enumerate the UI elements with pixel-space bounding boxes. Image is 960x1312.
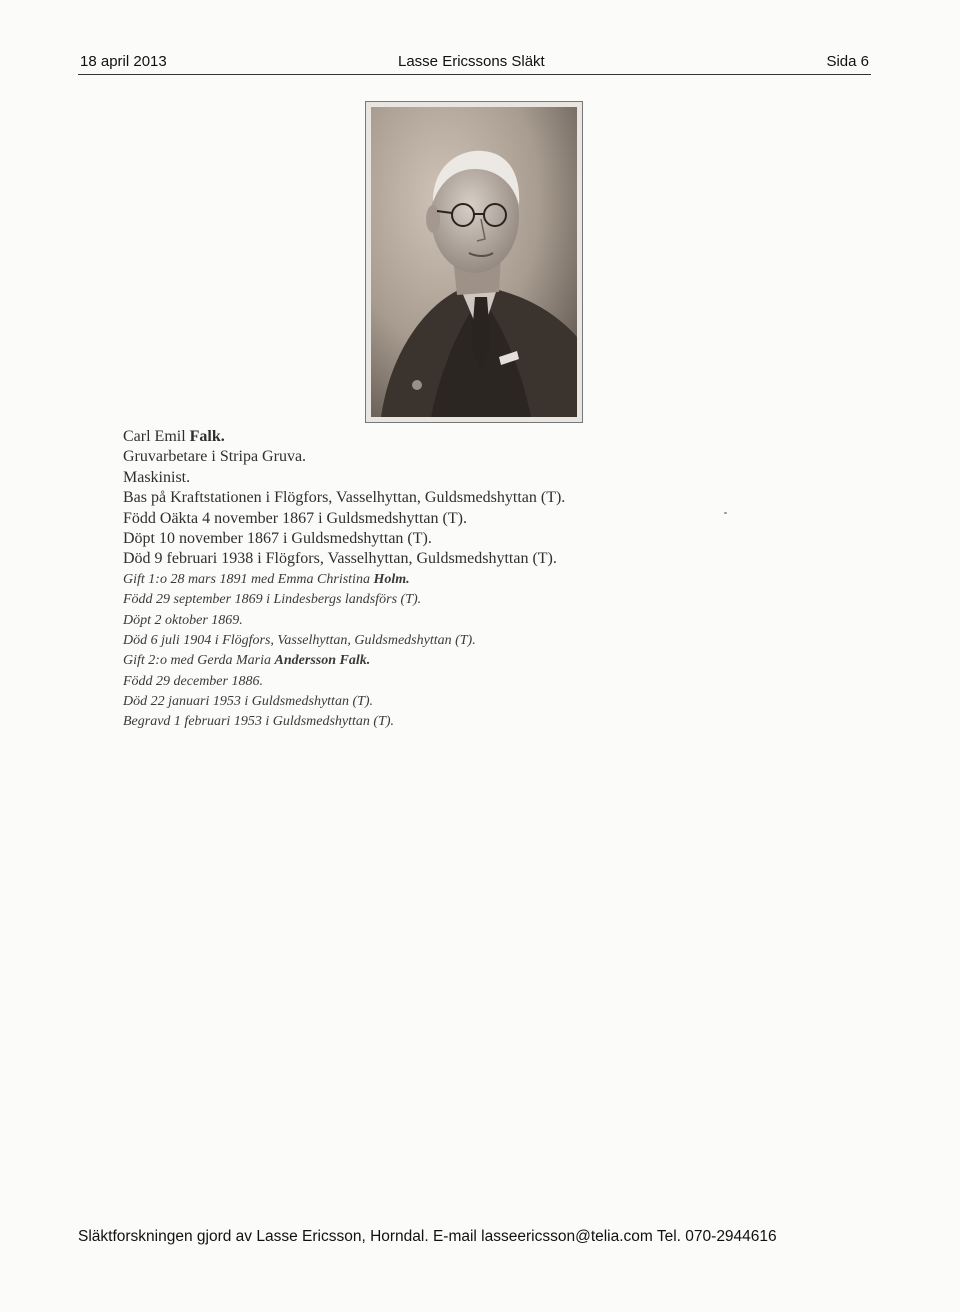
spouse-1-marriage: Gift 1:o 28 mars 1891 med Emma Christina Holm. [123, 571, 410, 587]
portrait-photo [365, 101, 583, 423]
page-footer: Släktforskningen gjord av Lasse Ericsson, Horndal. E-mail lasseericsson@telia.com Tel. 070-2944616 [78, 1228, 777, 1245]
person-detail: Maskinist. [123, 468, 191, 486]
header-date: 18 april 2013 [80, 53, 167, 70]
page-header [78, 50, 871, 75]
spouse-1-detail: Död 6 juli 1904 i Flögfors, Vasselhyttan, Guldsmedshyttan (T). [123, 632, 476, 648]
spouse-2-marriage: Gift 2:o med Gerda Maria Andersson Falk. [123, 653, 371, 669]
spouse-2-detail: Begravd 1 februari 1953 i Guldsmedshyttan (T). [123, 714, 395, 730]
person-detail: Döpt 10 november 1867 i Guldsmedshyttan (T). [123, 529, 432, 547]
person-detail: Född Oäkta 4 november 1867 i Guldsmedshyttan (T). [123, 509, 467, 527]
spouse-2-detail: Död 22 januari 1953 i Guldsmedshyttan (T). [123, 694, 374, 710]
portrait-image [371, 107, 577, 417]
spouse-1-detail: Döpt 2 oktober 1869. [123, 612, 243, 628]
spouse-1-detail: Född 29 september 1869 i Lindesbergs landsförs (T). [123, 592, 422, 608]
person-detail: Död 9 februari 1938 i Flögfors, Vasselhyttan, Guldsmedshyttan (T). [123, 550, 557, 568]
spouse-2-detail: Född 29 december 1886. [123, 673, 263, 689]
person-detail: Gruvarbetare i Stripa Gruva. [123, 448, 307, 466]
scan-speck [724, 512, 727, 514]
person-detail: Bas på Kraftstationen i Flögfors, Vasselhyttan, Guldsmedshyttan (T). [123, 489, 566, 507]
genealogy-entry [123, 427, 823, 733]
header-page-number: Sida 6 [826, 53, 869, 70]
header-title: Lasse Ericssons Släkt [398, 53, 545, 70]
person-name: Carl Emil Falk. [123, 428, 225, 445]
